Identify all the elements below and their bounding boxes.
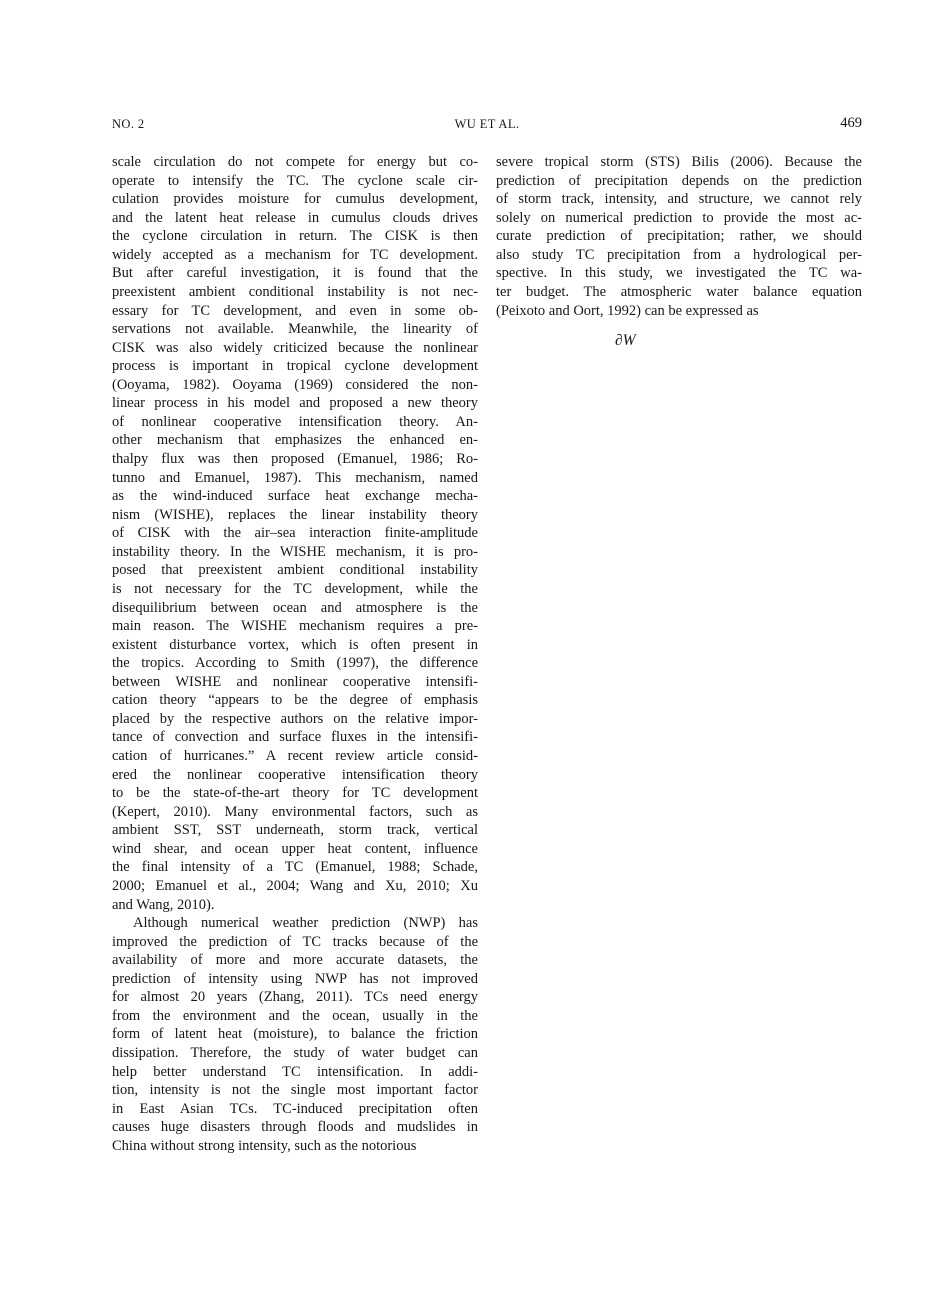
left-column-paragraph-1 xyxy=(112,153,478,914)
text-line: also study TC precipitation from a hydrological per- xyxy=(496,246,862,263)
header-issue-number: NO. 2 xyxy=(112,117,145,131)
text-line: (Peixoto and Oort, 1992) can be expressed as xyxy=(496,302,759,319)
text-line: of storm track, intensity, and structure, we cannot rely xyxy=(496,191,862,208)
text-line: But after careful investigation, it is found that the xyxy=(112,265,478,282)
left-column xyxy=(112,153,478,1155)
text-line: posed that preexistent ambient conditional instability xyxy=(112,562,478,579)
text-line: to be the state-of-the-art theory for TC development xyxy=(112,785,478,802)
two-column-body xyxy=(112,153,862,1155)
text-line: culation provides moisture for cumulus development, xyxy=(112,191,478,208)
text-line: other mechanism that emphasizes the enhanced en- xyxy=(112,432,478,449)
text-line: form of latent heat (moisture), to balance the friction xyxy=(112,1026,478,1043)
text-line: cation of hurricanes.” A recent review article consid- xyxy=(112,748,478,764)
right-column xyxy=(496,153,862,1155)
text-line: 2000; Emanuel et al., 2004; Wang and Xu, 2010; Xu xyxy=(112,877,478,894)
text-line: wind shear, and ocean upper heat content, influence xyxy=(112,840,478,857)
text-line: prediction of precipitation depends on the prediction xyxy=(496,172,862,189)
text-line: Although numerical weather prediction (NWP) has xyxy=(133,915,478,932)
text-line: of nonlinear cooperative intensification theory. An- xyxy=(112,413,478,430)
page-header xyxy=(112,115,862,133)
text-line: between WISHE and nonlinear cooperative intensifi- xyxy=(112,673,478,690)
text-line: main reason. The WISHE mechanism requires a pre- xyxy=(112,618,478,635)
text-line: from the environment and the ocean, usually in the xyxy=(112,1007,478,1024)
text-line: and the latent heat release in cumulus clouds drives xyxy=(112,209,478,226)
text-line: servations not available. Meanwhile, the linearity of xyxy=(112,321,478,338)
text-line: nism (WISHE), replaces the linear instability theory xyxy=(112,506,478,523)
text-line: and Wang, 2010). xyxy=(112,896,215,913)
equation-fragment: ∂W xyxy=(615,332,636,350)
text-line: widely accepted as a mechanism for TC development. xyxy=(112,246,478,263)
text-line: operate to intensify the TC. The cyclone scale cir- xyxy=(112,172,478,189)
text-line: thalpy flux was then proposed (Emanuel, 1986; Ro- xyxy=(112,451,478,467)
text-line: instability theory. In the WISHE mechanism, it is pro- xyxy=(112,543,478,560)
text-line: cation theory “appears to be the degree of emphasis xyxy=(112,692,478,709)
text-line: as the wind-induced surface heat exchange mecha- xyxy=(112,488,478,505)
text-line: spective. In this study, we investigated the TC wa- xyxy=(496,265,862,282)
text-line: prediction of intensity using NWP has not improved xyxy=(112,970,478,987)
right-column-paragraph-1 xyxy=(496,153,862,320)
text-line: solely on numerical prediction to provide the most ac- xyxy=(496,209,862,226)
text-line: availability of more and more accurate datasets, the xyxy=(112,952,478,969)
text-line: CISK was also widely criticized because the nonlinear xyxy=(112,339,478,356)
text-line: the tropics. According to Smith (1997), the difference xyxy=(112,655,478,672)
text-line: process is important in tropical cyclone development xyxy=(112,358,478,375)
text-line: in East Asian TCs. TC-induced precipitation often xyxy=(112,1100,478,1117)
text-line: disequilibrium between ocean and atmosphere is the xyxy=(112,599,478,616)
text-line: preexistent ambient conditional instability is not nec- xyxy=(112,283,478,300)
text-line: (Kepert, 2010). Many environmental factors, such as xyxy=(112,803,478,820)
text-line: China without strong intensity, such as the notorious xyxy=(112,1137,417,1154)
text-line: placed by the respective authors on the relative impor- xyxy=(112,710,478,727)
left-column-paragraph-2 xyxy=(112,914,478,1155)
text-line: the cyclone circulation in return. The CISK is then xyxy=(112,228,478,245)
text-line: the final intensity of a TC (Emanuel, 1988; Schade, xyxy=(112,859,478,876)
text-line: is not necessary for the TC development, while the xyxy=(112,580,478,597)
text-line: tion, intensity is not the single most important factor xyxy=(112,1082,478,1099)
text-line: ambient SST, SST underneath, storm track, vertical xyxy=(112,822,478,839)
text-line: for almost 20 years (Zhang, 2011). TCs need energy xyxy=(112,989,478,1006)
text-line: causes huge disasters through floods and mudslides in xyxy=(112,1119,478,1136)
text-line: of CISK with the air–sea interaction finite-amplitude xyxy=(112,525,478,542)
text-line: ter budget. The atmospheric water balance equation xyxy=(496,283,862,300)
text-line: tunno and Emanuel, 1987). This mechanism, named xyxy=(112,469,478,486)
text-line: help better understand TC intensification. In addi- xyxy=(112,1063,478,1080)
header-page-number: 469 xyxy=(840,115,862,131)
text-line: curate prediction of precipitation; rather, we should xyxy=(496,228,862,245)
text-line: tance of convection and surface fluxes in the intensifi- xyxy=(112,729,478,746)
text-line: scale circulation do not compete for energy but co- xyxy=(112,154,478,170)
text-line: severe tropical storm (STS) Bilis (2006). Because the xyxy=(496,154,862,170)
text-line: existent disturbance vortex, which is often present in xyxy=(112,636,478,653)
text-line: dissipation. Therefore, the study of water budget can xyxy=(112,1045,478,1061)
text-line: essary for TC development, and even in some ob- xyxy=(112,302,478,319)
text-line: ered the nonlinear cooperative intensification theory xyxy=(112,766,478,783)
text-line: improved the prediction of TC tracks because of the xyxy=(112,933,478,950)
text-line: (Ooyama, 1982). Ooyama (1969) considered the non- xyxy=(112,376,478,393)
header-running-title: WU ET AL. xyxy=(454,117,520,131)
text-line: linear process in his model and proposed a new theory xyxy=(112,395,478,412)
